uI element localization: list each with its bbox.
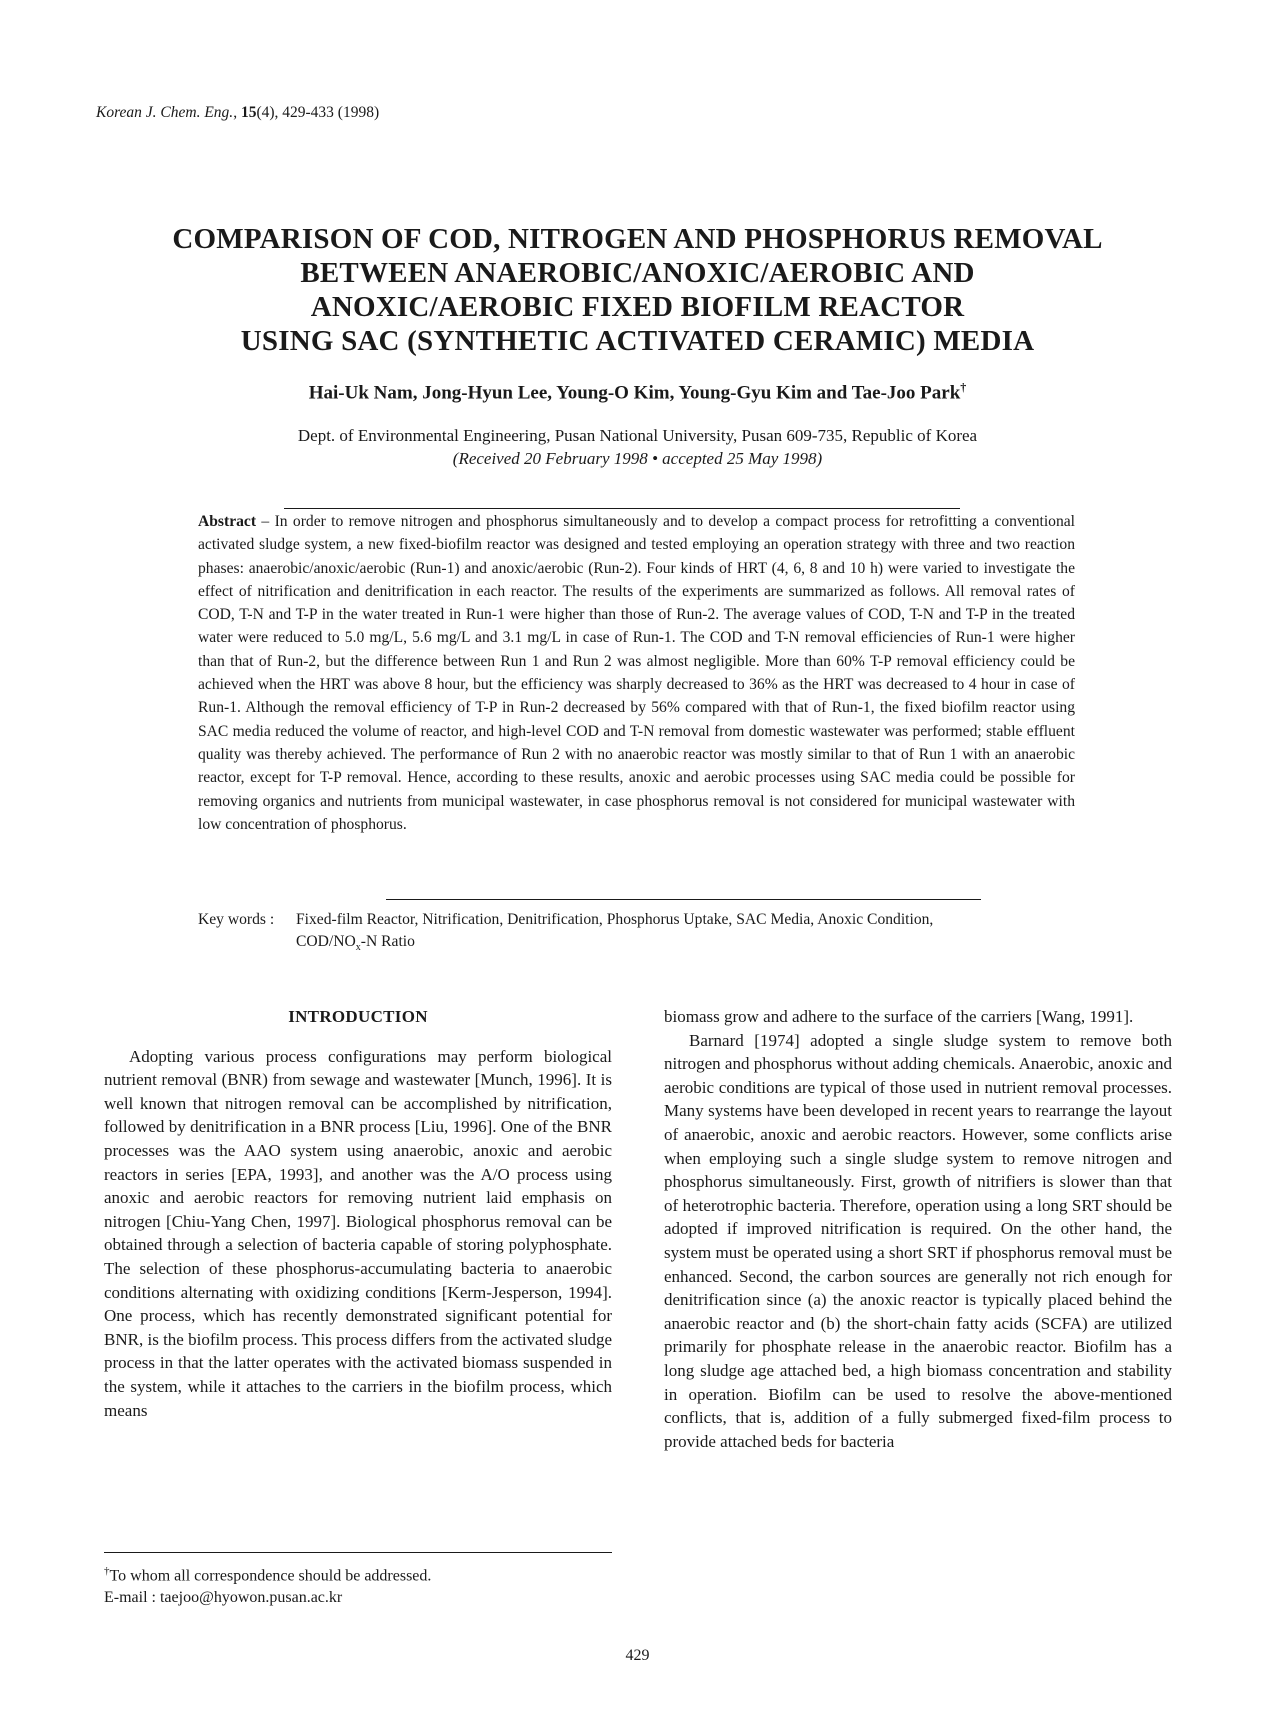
intro-paragraph: Barnard [1974] adopted a single sludge system to remove both nitrogen and phosphorus without adding chemicals. Anaerobic, anoxic and aerobic conditions are typical of those used in nutrient removal processes. Many systems have been developed in recent years to rearrange the layout of anaerobic, anoxic and aerobic reactors. However, some conflicts arise when employing such a single sludge system to remove nitrogen and phosphorus simultaneously. First, growth of nitrifiers is slower than that of heterotrophic bacteria. Therefore, operation using a long SRT should be adopted if improved nitrification is required. On the other hand, the system must be operated using a short SRT if phosphorus removal must be enhanced. Second, the carbon sources are generally not rich enough for denitrification since (a) the anoxic reactor is typically placed behind the anaerobic reactor and (b) the short-chain fatty acids (SCFA) are utilized primarily for phosphate release in the anaerobic reactor. Biofilm has a long sludge age attached bed, a high biomass concentration and stability in operation. Biofilm can be used to resolve the above-mentioned conflicts, that is, addition of a fully submerged fixed-film process to provide attached beds for bacteria	[664, 1030, 1172, 1451]
corresponding-mark: †	[960, 380, 967, 394]
journal-citation: Korean J. Chem. Eng., 15(4), 429-433 (1998)	[96, 104, 380, 121]
footnote-email: E-mail : taejoo@hyowon.pusan.ac.kr	[104, 1589, 343, 1607]
journal-name: Korean J. Chem. Eng.	[96, 104, 234, 121]
received-dates: (Received 20 February 1998 • accepted 25 May 1998)	[452, 449, 823, 468]
affiliation-block	[100, 424, 1175, 470]
keywords-label: Key words :	[198, 911, 275, 928]
author-list	[100, 380, 1175, 404]
title-line: USING SAC (SYNTHETIC ACTIVATED CERAMIC) MEDIA	[240, 325, 1035, 357]
keywords-ratio-pre: COD/NO	[296, 933, 356, 950]
title-line: BETWEEN ANAEROBIC/ANOXIC/AEROBIC AND	[300, 257, 975, 289]
section-heading: INTRODUCTION	[288, 1007, 428, 1026]
right-column	[664, 1005, 1172, 1453]
abstract-label: Abstract	[198, 513, 257, 530]
title-line: COMPARISON OF COD, NITROGEN AND PHOSPHORUS REMOVAL	[172, 223, 1103, 255]
affiliation: Dept. of Environmental Engineering, Pusan National University, Pusan 609-735, Republic of Korea	[297, 426, 978, 445]
footnote-rule	[104, 1552, 612, 1553]
intro-paragraph: Adopting various process configurations may perform biological nutrient removal (BNR) from sewage and wastewater [Munch, 1996]. It is well known that nitrogen removal can be accomplished by nitrification, followed by denitrification in a BNR process [Liu, 1996]. One of the BNR processes was the AAO system using anaerobic, anoxic and aerobic reactors in series [EPA, 1993], and another was the A/O process using anoxic and aerobic reactors for removing nutrient laid emphasis on nitrogen [Chiu-Yang Chen, 1997]. Biological phosphorus removal can be obtained through a selection of bacteria capable of storing polyphosphate. The selection of these phosphorus-accumulating bacteria to anaerobic conditions alternating with oxidizing conditions [Kerm-Jesperson, 1994]. One process, which has recently demonstrated significant potential for BNR, is the biofilm process. This process differs from the activated sludge process in that the latter operates with the activated biomass suspended in the system, while it attaches to the carriers in the biofilm process, which means	[104, 1046, 612, 1420]
abstract-bottom-rule	[386, 899, 981, 900]
abstract-top-rule	[284, 508, 960, 509]
abstract-text: In order to remove nitrogen and phosphorus simultaneously and to develop a compact process for retrofitting a conventional activated sludge system, a new fixed-biofilm reactor was designed and tested employing an operation strategy with three and two reaction phases: anaerobic/anoxic/aerobic (Run-1) and anoxic/aerobic (Run-2). Four kinds of HRT (4, 6, 8 and 10 h) were varied to investigate the effect of nitrification and denitrification in each reactor. The results of the experiments are summarized as follows. All removal rates of COD, T-N and T-P in the water treated in Run-1 were higher than those of Run-2. The average values of COD, T-N and T-P in the treated water were reduced to 5.0 mg/L, 5.6 mg/L and 3.1 mg/L in case of Run-1. The COD and T-N removal efficiencies of Run-1 were higher than that of Run-2, but the difference between Run 1 and Run 2 was almost negligible. More than 60% T-P removal efficiency could be achieved when the HRT was above 8 hour, but the efficiency was sharply decreased to 36% as the HRT was decreased to 4 hour in case of Run-1. Although the removal efficiency of T-P in Run-2 decreased by 56% compared with that of Run-1, the fixed biofilm reactor using SAC media reduced the volume of reactor, and high-level COD and T-N removal from domestic wastewater was performed; stable effluent quality was thereby achieved. The performance of Run 2 with no anaerobic reactor was mostly similar to that of Run 1 with an anaerobic reactor, except for T-P removal. Hence, according to these results, anoxic and aerobic processes using SAC media could be possible for removing organics and nutrients from municipal wastewater, in case phosphorus removal is not considered for municipal wastewater with low concentration of phosphorus.	[198, 513, 1076, 833]
left-column	[104, 1005, 612, 1422]
keywords-line: Fixed-film Reactor, Nitrification, Denitrification, Phosphorus Uptake, SAC Media, Anoxic Condition,	[296, 911, 934, 928]
keywords	[198, 909, 1078, 959]
authors-text: Hai-Uk Nam, Jong-Hyun Lee, Young-O Kim, Young-Gyu Kim and Tae-Joo Park	[308, 382, 961, 404]
journal-issue-pages: (4), 429-433 (1998)	[256, 104, 380, 121]
journal-volume: 15	[240, 104, 257, 121]
footnote-mark: †	[104, 1565, 110, 1577]
keywords-ratio-sub: x	[355, 942, 361, 954]
title-line: ANOXIC/AEROBIC FIXED BIOFILM REACTOR	[310, 291, 965, 323]
footnote	[104, 1560, 431, 1609]
abstract-dash: –	[256, 513, 275, 530]
intro-paragraph-continued: biomass grow and adhere to the surface of the carriers [Wang, 1991].	[664, 1007, 1134, 1026]
footnote-correspondence: To whom all correspondence should be addressed.	[109, 1567, 432, 1585]
paper-title	[100, 222, 1175, 358]
keywords-ratio-post: -N Ratio	[360, 933, 415, 950]
abstract	[198, 510, 1075, 836]
page-number: 429	[625, 1647, 650, 1664]
